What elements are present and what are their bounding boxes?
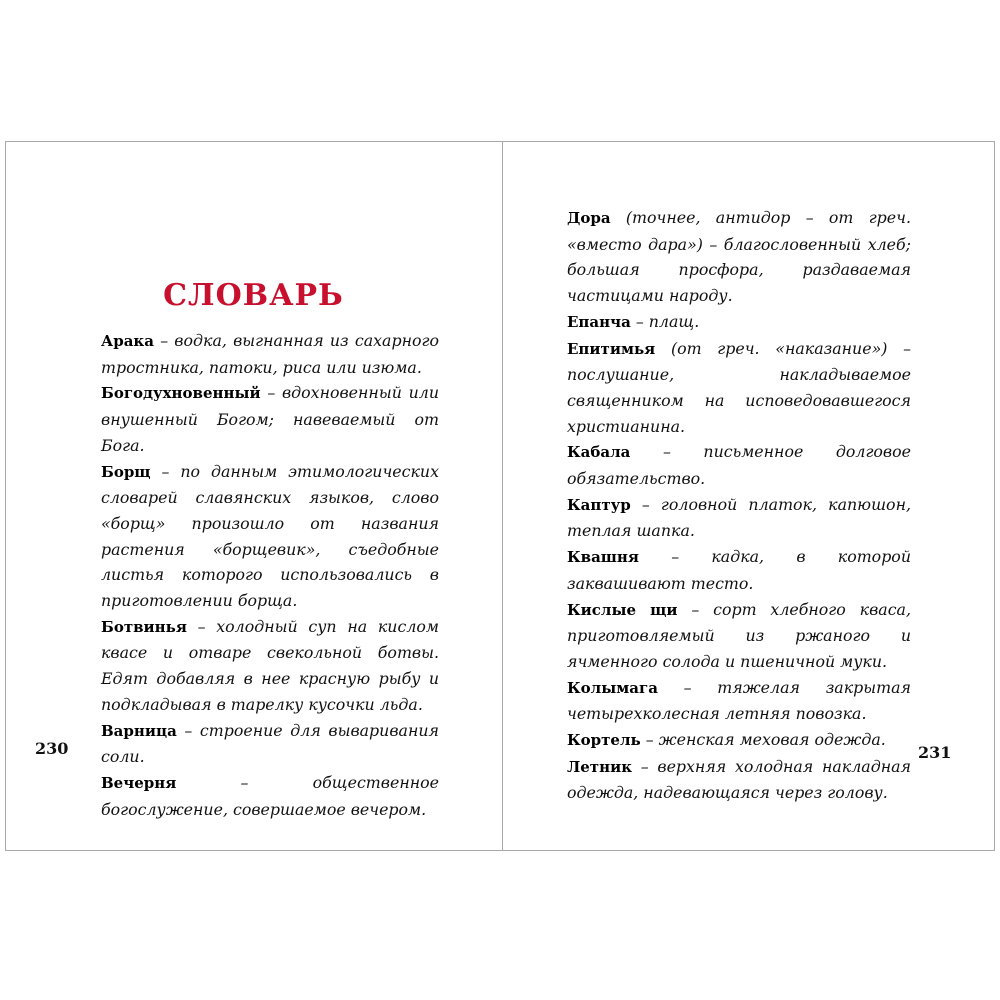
entry-term: Дора — [567, 209, 611, 227]
glossary-entry — [567, 439, 911, 491]
entry-definition: – холодный суп на кислом квасе и отваре свекольной ботвы. Едят добавляя в нее красную рыбу и подкладывая в тарелку кусочки льда. — [101, 616, 439, 714]
entry-definition: – женская меховая одежда. — [640, 730, 886, 750]
right-page — [503, 142, 994, 850]
entry-term: Кислые щи — [567, 600, 678, 619]
entry-definition: – головной платок, капюшон, теплая шапка. — [567, 494, 911, 541]
page-number: 231 — [918, 743, 952, 762]
entry-definition: (точнее, антидор – от греч. «вместо дара») – благословенный хлеб; большая просфора, раздаваемая частицами народу. — [567, 208, 911, 306]
entry-term: Квашня — [567, 548, 639, 567]
entry-definition: – водка, выгнанная из сахарного тростника, патоки, риса или изюма. — [101, 331, 439, 377]
entry-definition: (от греч. «наказание») – послушание, накладываемое священником на исповедовавшегося христианина. — [567, 338, 911, 436]
entry-term: Арака — [101, 332, 154, 350]
entry-term: Каптур — [567, 495, 631, 514]
glossary-entry — [567, 754, 911, 806]
entry-definition: – общественное богослужение, совершаемое вечером. — [101, 772, 439, 819]
glossary-entry — [101, 328, 439, 380]
entry-term: Варница — [101, 721, 177, 740]
glossary-entry — [567, 675, 911, 727]
entry-term: Вечерня — [101, 773, 177, 792]
left-entries — [101, 328, 439, 822]
entry-term: Кабала — [567, 443, 631, 462]
entry-term: Ботвинья — [101, 617, 187, 636]
entry-definition: – вдохновенный или внушенный Богом; навеваемый от Бога. — [101, 383, 439, 455]
entry-term: Колымага — [567, 678, 658, 697]
right-entries — [567, 205, 911, 806]
entry-definition: – по данным этимологических словарей славянских языков, слово «борщ» произошло от названия растения «борщевик», съедобные листья которого использовались в приготовлении борща. — [101, 461, 439, 611]
entry-term: Богодухновенный — [101, 384, 261, 403]
entry-term: Епитимья — [567, 339, 656, 358]
entry-term: Епанча — [567, 312, 631, 331]
entry-definition: – сорт хлебного кваса, приготовляемый из ржаного и ячменного солода и пшеничной муки. — [567, 599, 911, 671]
entry-term: Кортель — [567, 731, 641, 750]
entry-definition: – плащ. — [630, 311, 700, 331]
glossary-entry — [567, 727, 911, 754]
glossary-title: СЛОВАРЬ — [163, 278, 344, 313]
entry-term: Борщ — [101, 462, 151, 481]
left-page — [6, 142, 501, 850]
glossary-entry — [101, 770, 439, 822]
entry-definition: – верхняя холодная накладная одежда, надевающаяся через голову. — [567, 756, 911, 803]
book-spread — [5, 141, 995, 851]
glossary-entry — [567, 544, 911, 596]
glossary-entry — [567, 336, 911, 440]
glossary-entry — [101, 380, 439, 458]
glossary-entry — [567, 492, 911, 544]
entry-definition: – строение для вываривания соли. — [101, 720, 439, 767]
glossary-entry — [101, 614, 439, 718]
entry-definition: – тяжелая закрытая четырехколесная летняя повозка. — [567, 677, 911, 724]
entry-term: Летник — [567, 757, 633, 776]
glossary-entry — [567, 597, 911, 675]
entry-definition: – кадка, в которой заквашивают тесто. — [567, 547, 911, 593]
glossary-entry — [101, 459, 439, 614]
glossary-entry — [101, 718, 439, 770]
glossary-entry — [567, 309, 911, 336]
entry-definition: – письменное долговое обязательство. — [567, 442, 911, 489]
glossary-entry — [567, 205, 911, 309]
page-number: 230 — [35, 739, 69, 758]
